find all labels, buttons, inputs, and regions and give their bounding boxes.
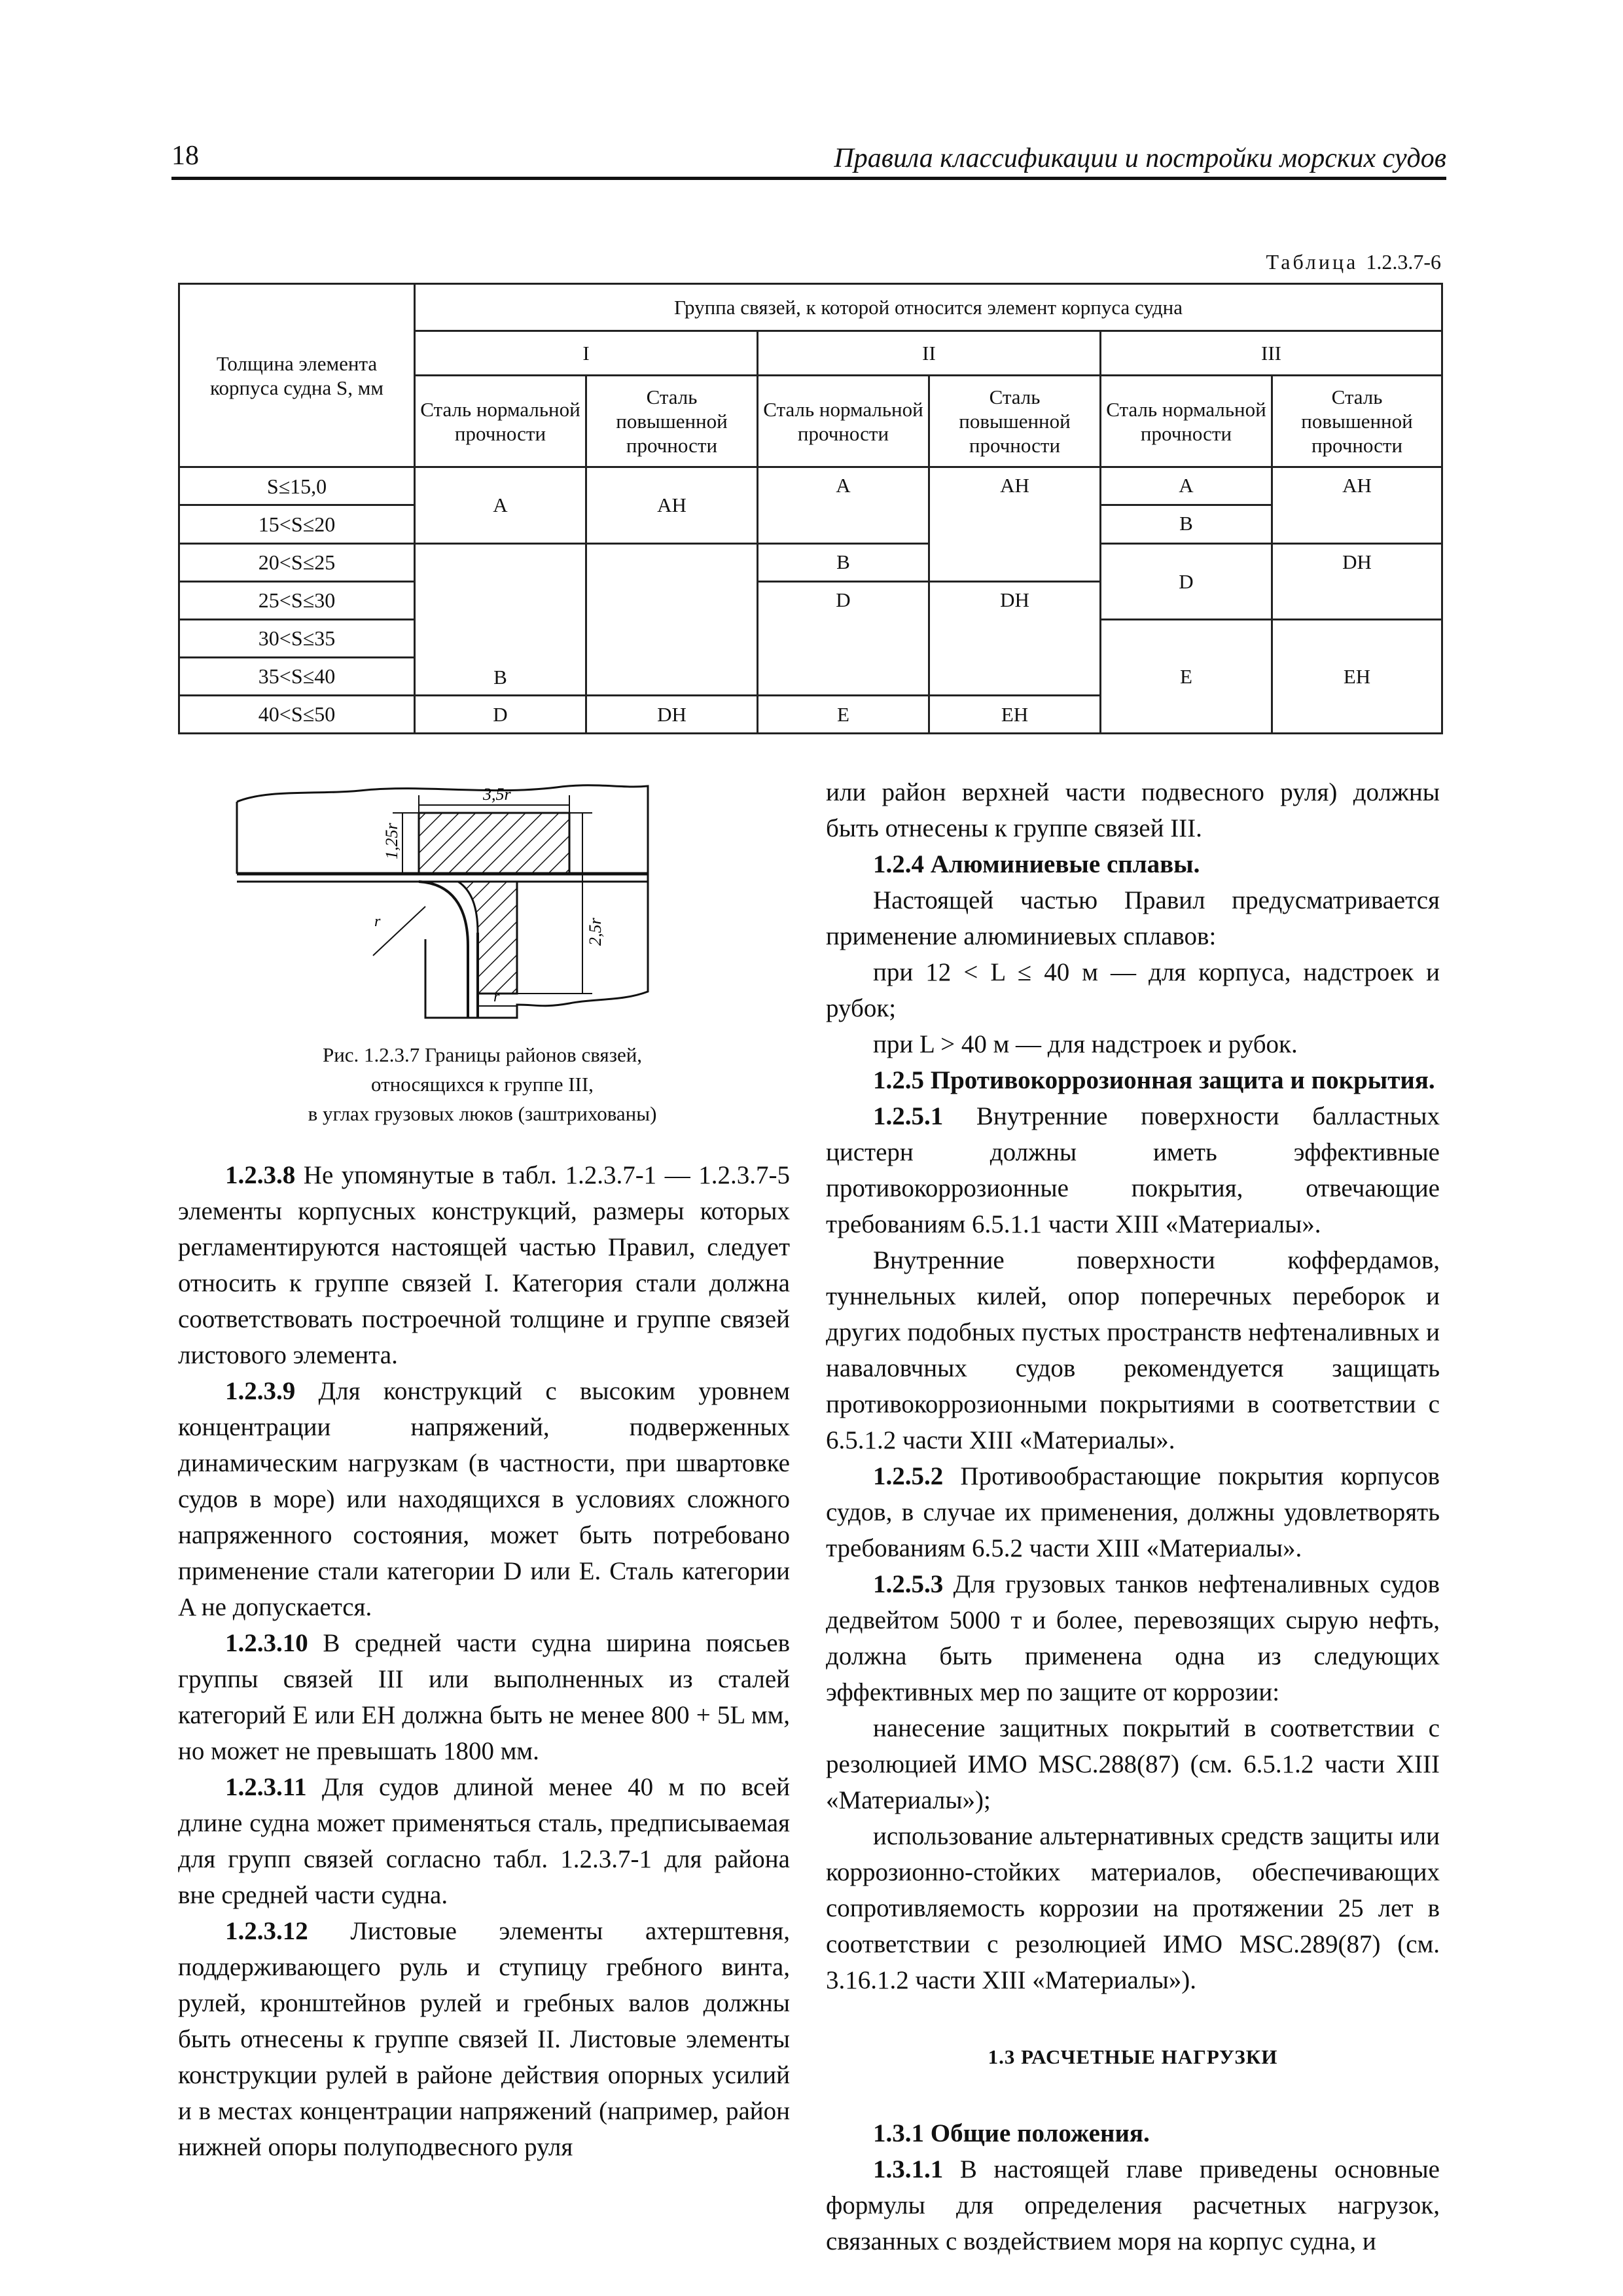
paragraph-text: Для конструкций с высоким уровнем концентрации напряжений, подверженных динамическим нагрузкам (в частности, при швартовке судов в море) или находящихся в условиях сложного напряженного состояния, может быть потребовано применение стали категории D или E. Сталь категории A не допускается. — [178, 1377, 790, 1621]
thickness-header: Толщина элемента корпуса судна S, мм — [179, 284, 415, 467]
right-column — [826, 774, 1440, 2259]
paragraph — [178, 1373, 790, 1625]
paragraph — [826, 2151, 1440, 2259]
paragraph-text: Внутренние поверхности балластных цистерн должны иметь эффективные противокоррозионные покрытия, отвечающие требованиям 6.5.1.1 части XIII «Материалы». — [826, 1102, 1440, 1238]
thickness-row: 20<S≤25 — [179, 543, 415, 581]
group-ii-header: II — [758, 331, 1101, 376]
paragraph-text: Для грузовых танков нефтеналивных судов дедвейтом 5000 т и более, перевозящих сырую нефть, должна быть применена одна из следующих эффективных мер по защите от коррозии: — [826, 1570, 1440, 1706]
thickness-row: 40<S≤50 — [179, 695, 415, 733]
cell-g3-normal: B — [1101, 505, 1272, 543]
cell-g1-normal — [415, 543, 586, 695]
dim-height-right-label: 2,5r — [586, 918, 605, 946]
steel-normal-header: Сталь нормальной прочности — [415, 376, 586, 467]
clause-number: 1.2.3.10 — [225, 1629, 308, 1657]
cell-g3-high: EH — [1272, 619, 1442, 733]
subsection-title: 1.2.5 Противокоррозионная защита и покрытия. — [873, 1066, 1435, 1094]
cell-g1-normal: D — [415, 695, 586, 733]
table-caption-prefix: Таблица — [1266, 250, 1359, 274]
cell-g1-high-empty — [586, 543, 758, 695]
cell-g1-normal: A — [415, 467, 586, 543]
cell-g1-normal-b: B — [493, 665, 507, 689]
radius-label: r — [374, 913, 381, 930]
steel-normal-header: Сталь нормальной прочности — [1101, 376, 1272, 467]
paragraph-text: В настоящей главе приведены основные формулы для определения расчетных нагрузок, связанных с воздействием моря на корпус судна, и — [826, 2155, 1440, 2255]
cell-g2-high: DH — [929, 581, 1101, 695]
header-rule — [171, 177, 1446, 180]
clause-number: 1.2.3.8 — [225, 1161, 296, 1189]
dim-r-label: r — [493, 988, 500, 1005]
list-item: использование альтернативных средств защиты или коррозионно-стойких материалов, обеспечивающих сопротивляемость коррозии на протяжении 25 лет в соответствии с резолюцией ИМО MSC.289(87) (см. 3.16.1.2 части XIII «Материалы»). — [826, 1822, 1440, 1994]
list-item: нанесение защитных покрытий в соответствии с резолюцией ИМО MSC.288(87) (см. 6.5.1.2 части XIII «Материалы»); — [826, 1714, 1440, 1814]
subsection-heading — [826, 2115, 1440, 2151]
figure-caption-line: относящихся к группе III, — [371, 1072, 594, 1096]
paragraph-text: В средней части судна ширина поясьев группы связей III или выполненных из сталей категорий E или EH должна быть не менее 800 + 5L мм, но может не превышать 1800 мм. — [178, 1629, 790, 1765]
paragraph — [178, 1769, 790, 1913]
paragraph — [826, 1098, 1440, 1242]
clause-number: 1.2.5.3 — [873, 1570, 944, 1598]
cell-g3-normal: E — [1101, 619, 1272, 733]
thickness-row: S≤15,0 — [179, 467, 415, 505]
paragraph-text: Внутренние поверхности коффердамов, туннельных килей, опор поперечных переборок и других подобных пустых пространств нефтеналивных и наваловчных судов рекомендуется защищать противокоррозионными покрытиями в соответствии с 6.5.1.2 части XIII «Материалы». — [826, 1246, 1440, 1454]
thickness-row: 15<S≤20 — [179, 505, 415, 543]
figure-caption-line: в углах грузовых люков (заштрихованы) — [308, 1102, 657, 1125]
cell-g1-high: DH — [586, 695, 758, 733]
section-title: 1.3 РАСЧЕТНЫЕ НАГРУЗКИ — [988, 2045, 1278, 2068]
paragraph-text: Не упомянутые в табл. 1.2.3.7-1 — 1.2.3.7-5 элементы корпусных конструкций, размеры которых регламентируются настоящей частью Правил, следует относить к группе связей I. Категория стали должна соответствовать построечной толщине и группе связей листового элемента. — [178, 1161, 790, 1369]
paragraph-text: или район верхней части подвесного руля) должны быть отнесены к группе связей III. — [826, 778, 1440, 842]
cell-g2-normal: A — [758, 467, 929, 543]
cell-g3-normal: D — [1101, 543, 1272, 619]
cell-g1-high: AH — [586, 467, 758, 543]
list-item: при L > 40 м — для надстроек и рубок. — [873, 1030, 1298, 1058]
hatch-corner-figure — [229, 776, 661, 1031]
figure-caption — [178, 1041, 787, 1129]
dim-width-label: 3,5r — [483, 785, 511, 804]
thickness-row: 25<S≤30 — [179, 581, 415, 619]
clause-number: 1.2.3.12 — [225, 1917, 308, 1945]
cell-g2-normal: D — [758, 581, 929, 695]
steel-high-header: Сталь повышенной прочности — [1272, 376, 1442, 467]
cell-g3-high: AH — [1272, 467, 1442, 543]
clause-number: 1.2.3.11 — [225, 1773, 307, 1801]
steel-normal-header: Сталь нормальной прочности — [758, 376, 929, 467]
clause-number: 1.3.1.1 — [873, 2155, 944, 2183]
subsection-title: 1.2.4 Алюминиевые сплавы. — [873, 850, 1200, 878]
left-column — [178, 1157, 790, 2165]
steel-high-header: Сталь повышенной прочности — [586, 376, 758, 467]
steel-category-table — [178, 283, 1443, 734]
clause-number: 1.2.5.1 — [873, 1102, 944, 1130]
paragraph-text: Для судов длиной менее 40 м по всей длине судна может применяться сталь, предписываемая для групп связей согласно табл. 1.2.3.7-1 для района вне средней части судна. — [178, 1773, 790, 1909]
paragraph-text: Листовые элементы ахтерштевня, поддерживающего руль и ступицу гребного винта, рулей, кронштейнов рулей и гребных валов должны быть отнесены к группе связей II. Листовые элементы конструкции рулей в районе действия опорных усилий и в местах концентрации напряжений (например, район нижней опоры полуподвесного руля — [178, 1917, 790, 2161]
cell-g2-normal: E — [758, 695, 929, 733]
group-header: Группа связей, к которой относится элемент корпуса судна — [415, 284, 1442, 331]
paragraph — [826, 1458, 1440, 1566]
cell-g3-normal: A — [1101, 467, 1272, 505]
list-item: при 12 < L ≤ 40 м — для корпуса, надстроек и рубок; — [826, 958, 1440, 1022]
subsection-title: 1.3.1 Общие положения. — [873, 2119, 1150, 2147]
cell-g2-normal: B — [758, 543, 929, 581]
thickness-row: 30<S≤35 — [179, 619, 415, 657]
paragraph — [178, 1913, 790, 2165]
figure-caption-line: Рис. 1.2.3.7 Границы районов связей, — [322, 1043, 643, 1066]
table-caption — [1266, 250, 1441, 274]
paragraph — [826, 1566, 1440, 1710]
paragraph — [178, 1625, 790, 1769]
cell-g3-high: DH — [1272, 543, 1442, 619]
group-i-header: I — [415, 331, 758, 376]
cell-g2-high: EH — [929, 695, 1101, 733]
paragraph-text: Настоящей частью Правил предусматривается применение алюминиевых сплавов: — [826, 886, 1440, 950]
subsection-heading — [826, 1062, 1440, 1098]
group-iii-header: III — [1101, 331, 1442, 376]
subsection-heading — [826, 846, 1440, 882]
steel-high-header: Сталь повышенной прочности — [929, 376, 1101, 467]
paragraph-text: Противообрастающие покрытия корпусов судов, в случае их применения, должны удовлетворять требованиям 6.5.2 части XIII «Материалы». — [826, 1462, 1440, 1562]
table-caption-number: 1.2.3.7-6 — [1366, 250, 1441, 274]
clause-number: 1.2.5.2 — [873, 1462, 944, 1490]
cell-g2-high: AH — [929, 467, 1101, 581]
dim-height-left-label: 1,25r — [382, 823, 401, 859]
running-title: Правила классификации и постройки морских судов — [834, 143, 1446, 173]
thickness-row: 35<S≤40 — [179, 657, 415, 695]
paragraph — [178, 1157, 790, 1373]
page-number: 18 — [171, 141, 199, 171]
clause-number: 1.2.3.9 — [225, 1377, 296, 1405]
